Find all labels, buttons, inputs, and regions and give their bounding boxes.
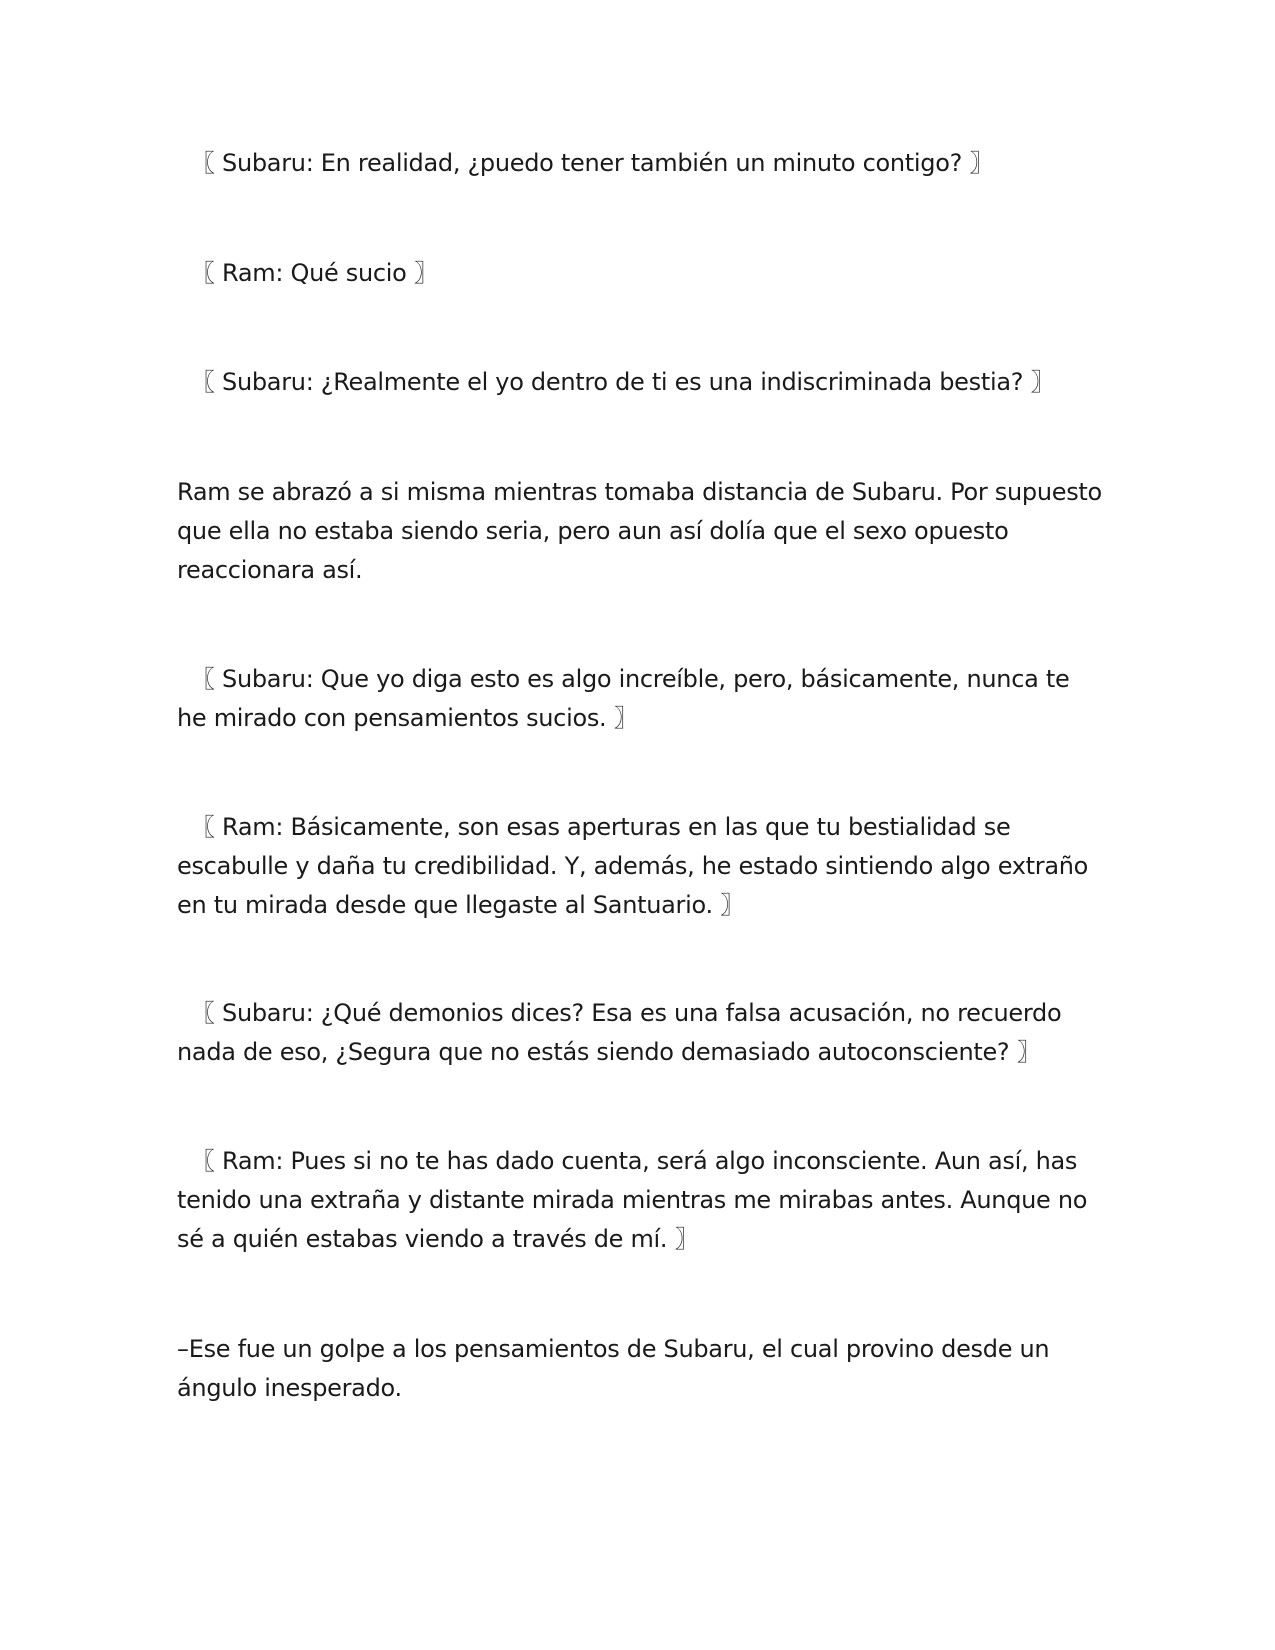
dialogue-subaru-2: 〖 Subaru: ¿Realmente el yo dentro de ti es una indiscriminada bestia? 〗 (191, 368, 1055, 396)
dialogue-ram-1: 〖 Ram: Qué sucio 〗 (191, 259, 438, 287)
dialogue-subaru-3: 〖 Subaru: Que yo diga esto es algo increíble, pero, básicamente, nunca te he mirado con pensamientos sucios. 〗 (177, 665, 1070, 732)
dialogue-ram-3: 〖 Ram: Pues si no te has dado cuenta, será algo inconsciente. Aun así, has tenido una extraña y distante mirada mientras me mirabas antes. Aunque no sé a quién estabas viendo a través de mí. 〗 (177, 1147, 1088, 1253)
dialogue-ram-2: 〖 Ram: Básicamente, son esas aperturas en las que tu bestialidad se escabulle y daña tu credibilidad. Y, además, he estado sintiendo algo extraño en tu mirada desde que llegaste al Santuario. 〗 (177, 813, 1089, 919)
narration-paragraph-2: –Ese fue un golpe a los pensamientos de Subaru, el cual provino desde un ángulo inesperado. (177, 1335, 1050, 1402)
dialogue-subaru-1: 〖 Subaru: En realidad, ¿puedo tener también un minuto contigo? 〗 (191, 149, 994, 177)
narration-paragraph-1: Ram se abrazó a si misma mientras tomaba distancia de Subaru. Por supuesto que ella no estaba siendo seria, pero aun así dolía que el sexo opuesto reaccionara así. (177, 478, 1102, 584)
dialogue-subaru-4: 〖 Subaru: ¿Qué demonios dices? Esa es una falsa acusación, no recuerdo nada de eso, ¿Segura que no estás siendo demasiado autoconsciente? 〗 (177, 999, 1062, 1066)
